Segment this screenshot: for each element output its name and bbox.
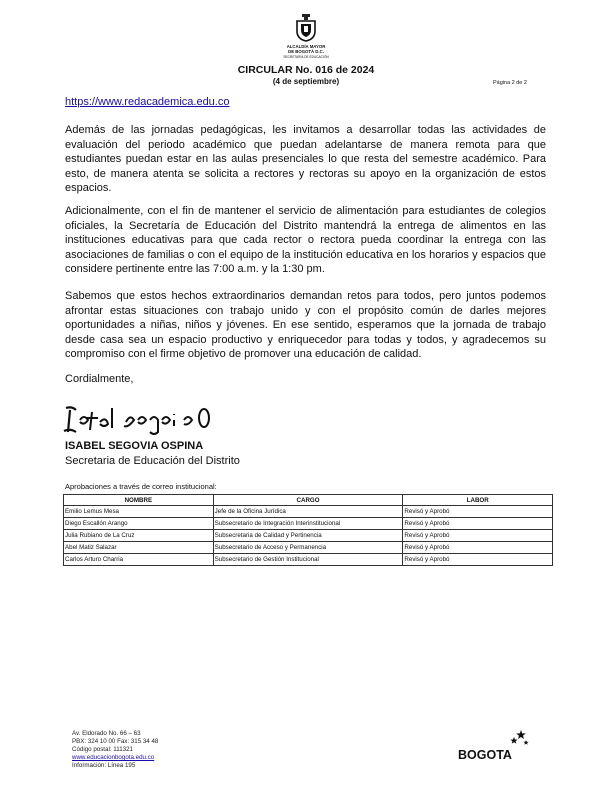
column-header-nombre: NOMBRE [64, 495, 214, 506]
signatory-name: ISABEL SEGOVIA OSPINA [65, 440, 204, 452]
approver-task: Revisó y Aprobó [403, 554, 553, 566]
footer-postal-code: Código postal: 111321 [72, 746, 134, 753]
entity-name-line3: SECRETARÍA DE EDUCACIÓN [283, 55, 329, 59]
approver-position: Subsecretario de Integración Interinstitucional [213, 518, 403, 530]
approver-name: Diego Escallón Arango [64, 518, 214, 530]
footer-address: Av. Eldorado No. 66 – 63 [72, 730, 141, 737]
bogota-coat-of-arms-icon [293, 14, 319, 42]
approvals-table [63, 494, 553, 566]
footer-website-link[interactable]: www.educacionbogota.edu.co [72, 754, 155, 761]
approver-position: Subsecretaria de Calidad y Pertinencia [213, 530, 403, 542]
approver-name: Abel Matiz Salazar [64, 542, 214, 554]
approver-name: Carlos Arturo Charria [64, 554, 214, 566]
approver-position: Subsecretario de Gestión Institucional [213, 554, 403, 566]
table-header-row [64, 495, 553, 506]
bogota-star-logo-icon [458, 728, 530, 762]
approver-task: Revisó y Aprobó [403, 518, 553, 530]
table-row [64, 530, 553, 542]
page-number: Página 2 de 2 [493, 80, 527, 86]
approvals-caption: Aprobaciones a través de correo institucional: [65, 482, 217, 491]
paragraph-evaluation: Además de las jornadas pedagógicas, les invitamos a desarrollar todas las actividades de evaluación del periodo académico que puedan adelantarse de manera remota para que estudiantes puedan estar en las aulas presenciales lo que resta del semestre académico. Para esto, de manera atenta se solicita a rectores y rectoras su apoyo en la organización de estos espacios. [65, 124, 546, 195]
table-row [64, 506, 553, 518]
column-header-labor: LABOR [403, 495, 553, 506]
footer-phone: PBX: 324 10 00 Fax: 315 34 48 [72, 738, 159, 745]
entity-name-line2: DE BOGOTÁ D.C. [288, 49, 324, 54]
document-date: (4 de septiembre) [272, 77, 340, 86]
signatory-role: Secretaria de Educación del Distrito [65, 455, 240, 467]
approver-task: Revisó y Aprobó [403, 542, 553, 554]
table-row [64, 518, 553, 530]
approver-task: Revisó y Aprobó [403, 506, 553, 518]
paragraph-closing-remarks: Sabemos que estos hechos extraordinarios demandan retos para todos, pero juntos podemos afrontar estas situaciones con trabajo unido y con el propósito común de darles mejores oportunidades a niñas, niños y jóvenes. En ese sentido, esperamos que la jornada de trabajo desde casa sea un espacio productivo y enriquecedor para todas y todos, y agradecemos su compromiso con el firme objetivo de promover una educación de calidad. [65, 290, 546, 361]
red-academica-link[interactable]: https://www.redacademica.edu.co [65, 96, 230, 108]
column-header-cargo: CARGO [213, 495, 403, 506]
approver-name: Julia Rubiano de La Cruz [64, 530, 214, 542]
approver-task: Revisó y Aprobó [403, 530, 553, 542]
handwritten-signature [62, 398, 212, 436]
paragraph-food-service: Adicionalmente, con el fin de mantener el servicio de alimentación para estudiantes de colegios oficiales, la Secretaría de Educación del Distrito mantendrá la entrega de alimentos en las instituciones educativas para que cada rector o rectora pueda coordinar la entrega con las asociaciones de familias o con el equipo de la institución educativa en los horarios y espacios que considere pertinente entre las 7:00 a.m. y la 1:30 pm. [65, 205, 546, 276]
entity-name-line1: ALCALDÍA MAYOR [286, 44, 326, 49]
approver-position: Jefe de la Oficina Jurídica [213, 506, 403, 518]
closing-salutation: Cordialmente, [65, 373, 134, 385]
approver-position: Subsecretario de Acceso y Permanencia [213, 542, 403, 554]
footer-info-line: Información: Línea 195 [72, 762, 136, 769]
table-row [64, 542, 553, 554]
document-title: CIRCULAR No. 016 de 2024 [237, 64, 375, 76]
bogota-logo-text: BOGOTA [458, 748, 512, 762]
table-row [64, 554, 553, 566]
approver-name: Emilio Lemus Mesa [64, 506, 214, 518]
